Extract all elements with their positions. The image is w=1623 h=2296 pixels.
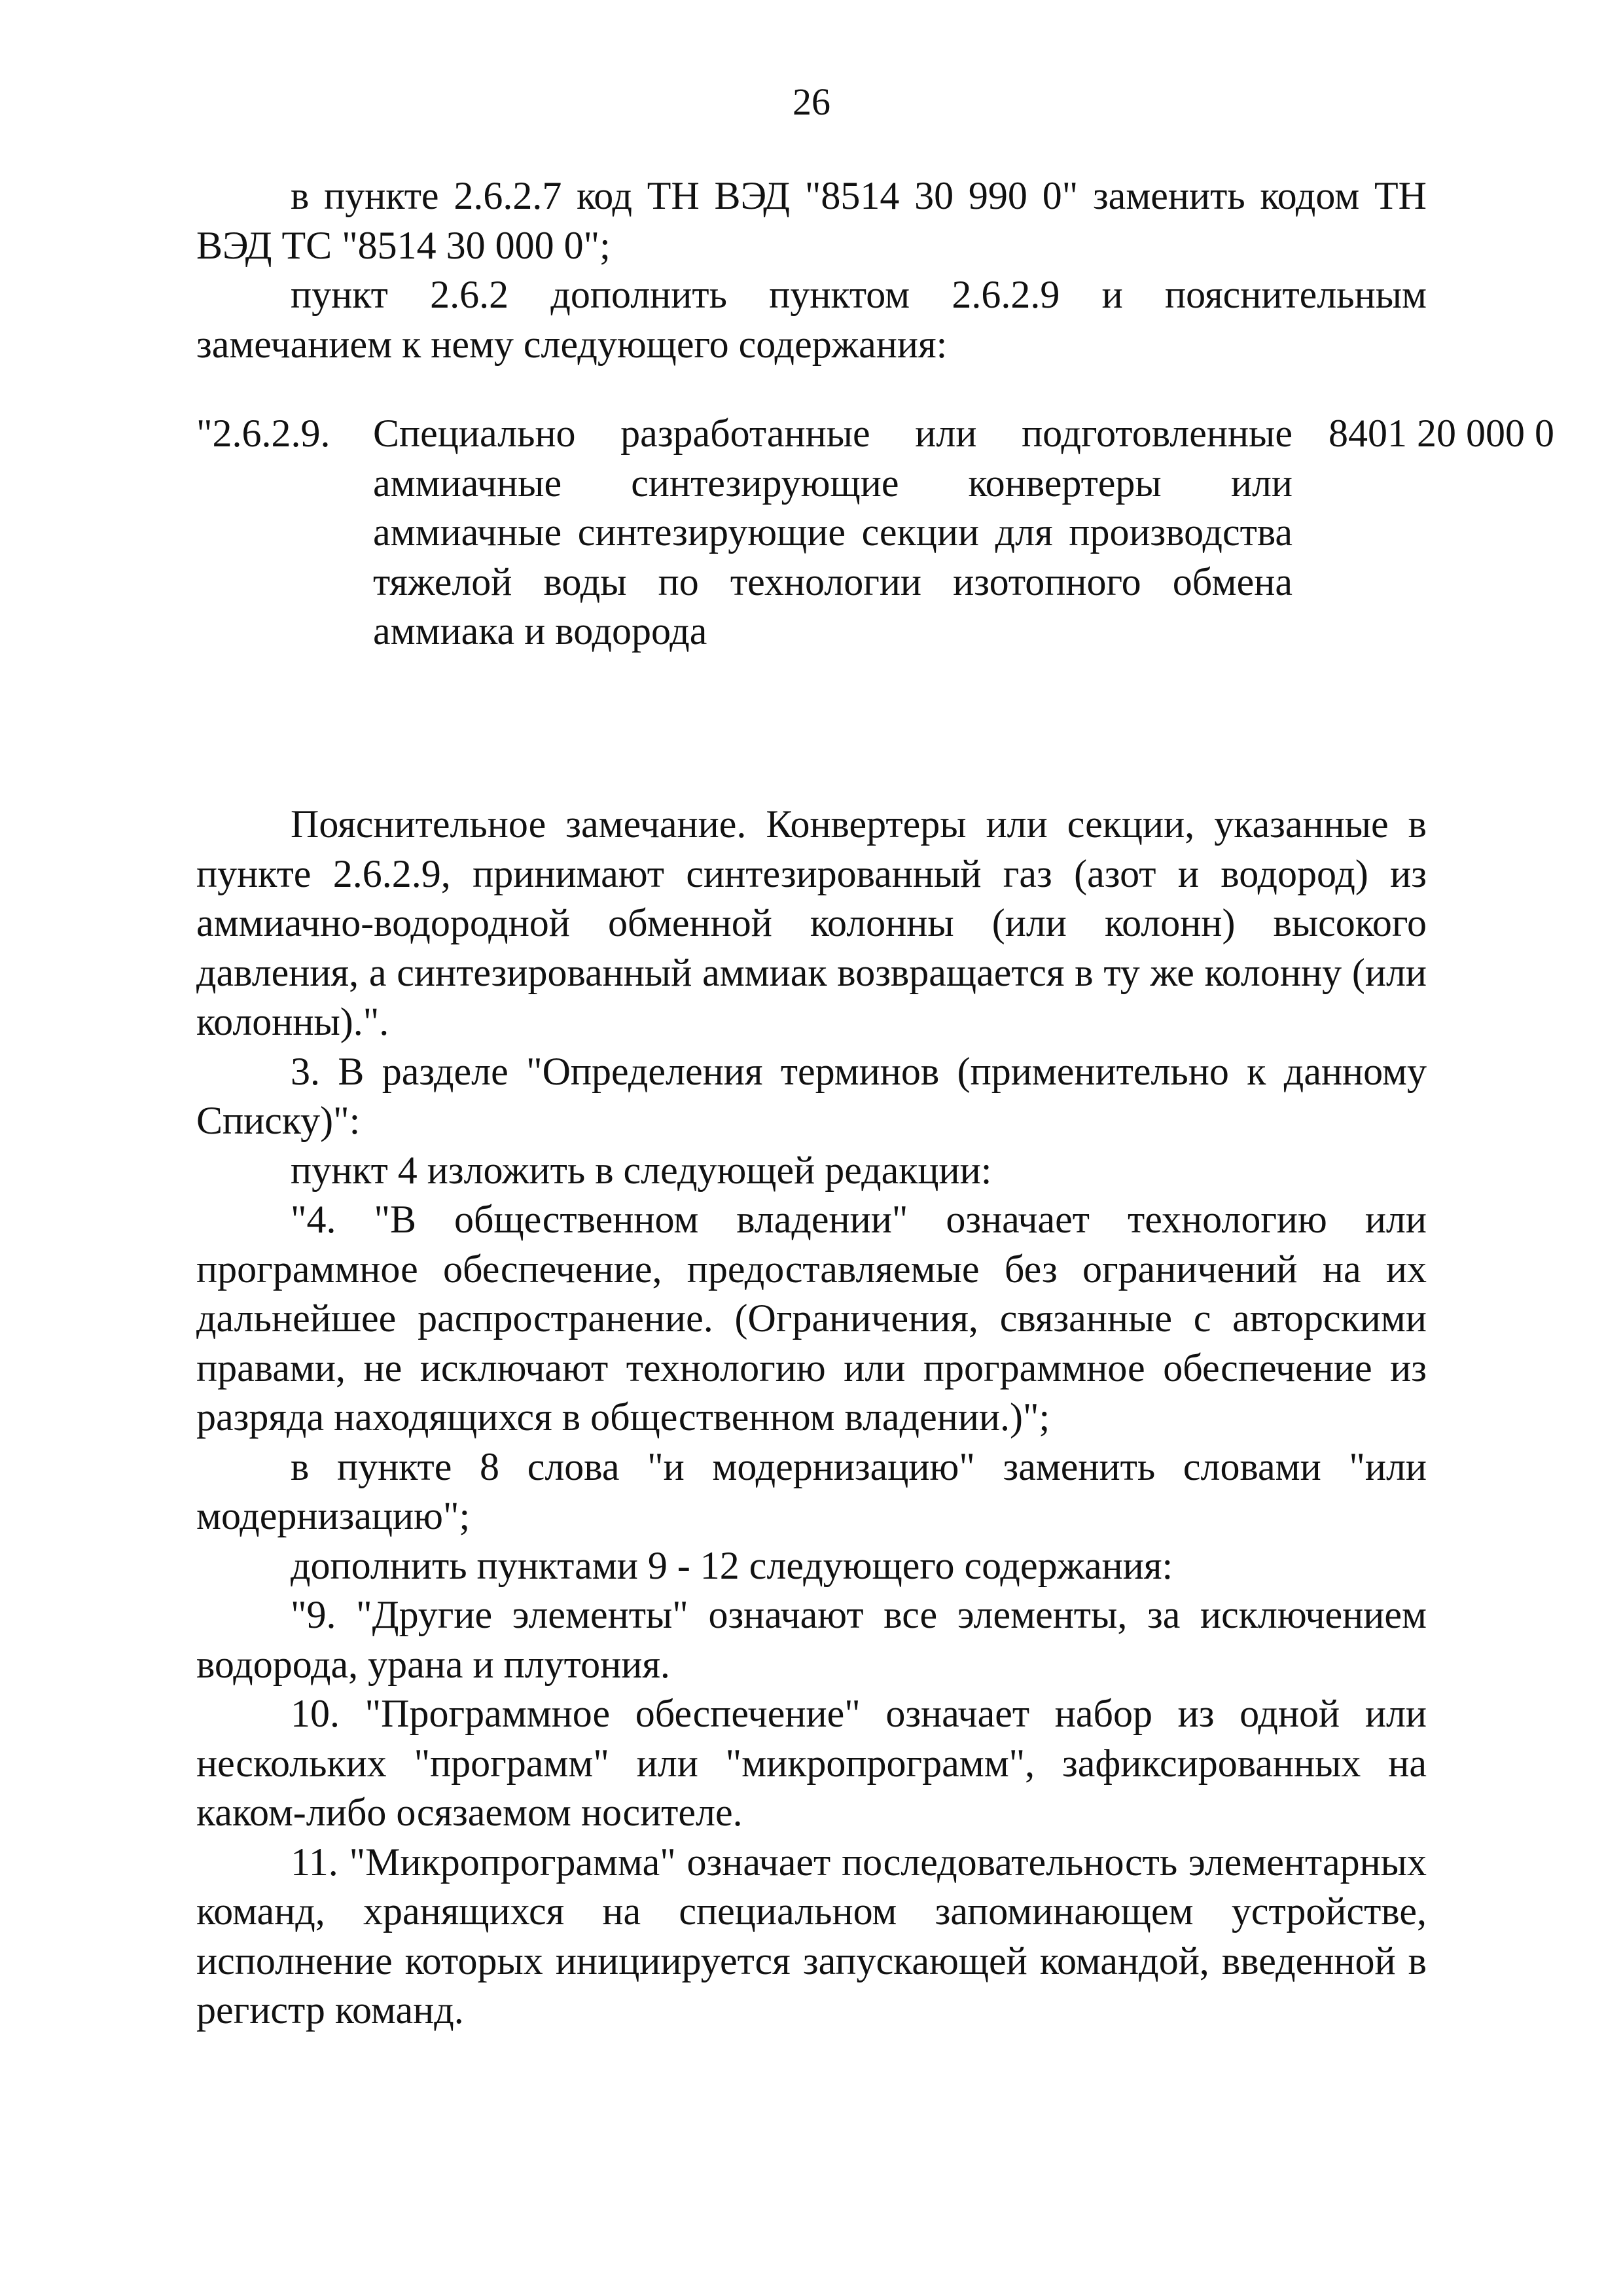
paragraph-add-points: дополнить пунктами 9 - 12 следующего содержания: — [291, 1543, 1173, 1587]
paragraph-section-3: 3. В разделе "Определения терминов (применительно к данному Списку)": — [196, 1049, 1427, 1142]
paragraph-add-point: пункт 2.6.2 дополнить пунктом 2.6.2.9 и пояснительным замечанием к нему следующего содержания: — [196, 273, 1427, 366]
intro-block — [196, 171, 1427, 369]
entry-description: Специально разработанные или подготовленные аммиачные синтезирующие конвертеры или аммиачные синтезирующие секции для производства тяжелой воды по технологии изотопного обмена аммиака и водорода — [373, 412, 1293, 653]
paragraph-explanatory-note: Пояснительное замечание. Конвертеры или секции, указанные в пункте 2.6.2.9, принимают синтезированный газ (азот и водород) из аммиачно-водородной обменной колонны (или колонн) высокого давления, а синтезированный аммиак возвращается в ту же колонну (или колонны).". — [196, 802, 1427, 1043]
paragraph-point-4-text: "4. "В общественном владении" означает технологию или программное обеспечение, предоставляемые без ограничений на их дальнейшее распространение. (Ограничения, связанные с авторскими правами, не исключают технологию или программное обеспечение из разряда находящихся в общественном владении.)"; — [196, 1198, 1427, 1439]
paragraph-point-9: "9. "Другие элементы" означают все элементы, за исключением водорода, урана и плутония. — [196, 1593, 1427, 1686]
entry-number: "2.6.2.9. — [196, 412, 330, 455]
main-text-block — [196, 800, 1427, 2036]
page-number: 26 — [793, 81, 830, 123]
entry-code: 8401 20 000 0 — [1329, 412, 1554, 455]
list-entry-2-6-2-9 — [196, 409, 1554, 749]
paragraph-point-10: 10. "Программное обеспечение" означает набор из одной или нескольких "программ" или "микропрограмм", зафиксированных на каком-либо осязаемом носителе. — [196, 1692, 1427, 1834]
paragraph-point-8: в пункте 8 слова "и модернизацию" заменить словами "или модернизацию"; — [196, 1444, 1427, 1537]
paragraph-code-replacement: в пункте 2.6.2.7 код ТН ВЭД "8514 30 990 0" заменить кодом ТН ВЭД ТС "8514 30 000 0"; — [196, 174, 1427, 267]
paragraph-point-11: 11. "Микропрограмма" означает последовательность элементарных команд, хранящихся на специальном запоминающем устройстве, исполнение которых инициируется запускающей командой, введенной в регистр команд. — [196, 1840, 1427, 2032]
paragraph-point-4-intro: пункт 4 изложить в следующей редакции: — [291, 1148, 992, 1192]
